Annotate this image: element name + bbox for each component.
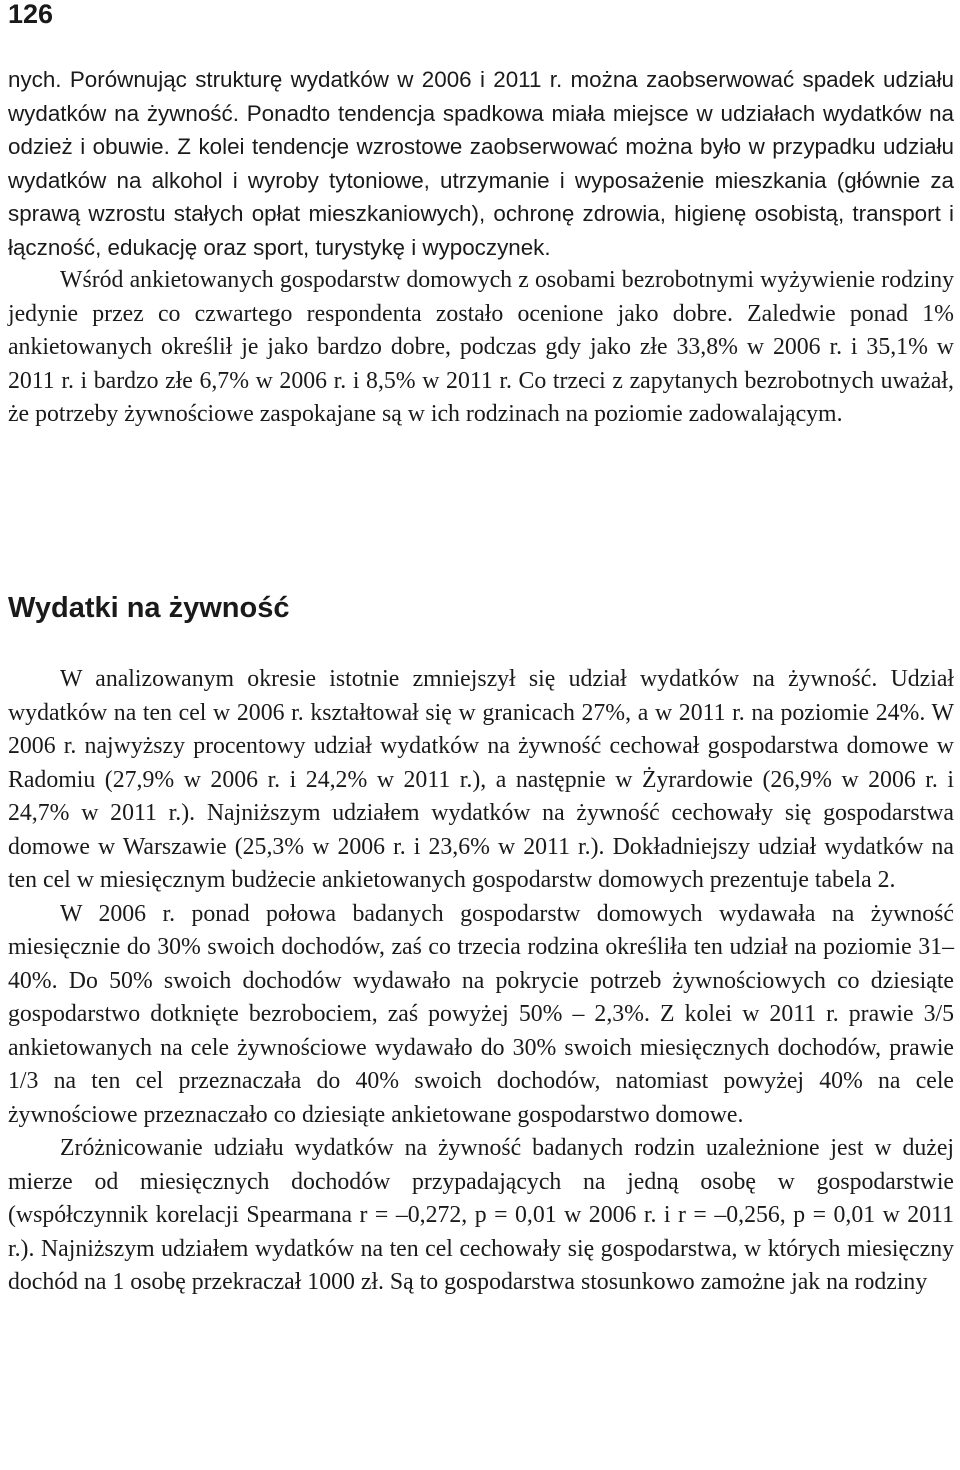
page-number: 126 bbox=[8, 0, 54, 29]
section-text-block bbox=[8, 663, 954, 1300]
intro-paragraph-continuation: nych. Porównując strukturę wydatków w 2006 i 2011 r. można zaobserwować spadek udziału wydatków na żywność. Ponadto tendencja spadkowa miała miejsce w udziałach wydatków na odzież i obuwie. Z kolei tendencje wzrostowe zaobserwować można było w przypadku udziału wydatków na alkohol i wyroby tytoniowe, utrzymanie i wyposażenie mieszkania (głównie za sprawą wzrostu stałych opłat mieszkaniowych), ochronę zdrowia, higienę osobistą, transport i łączność, edukację oraz sport, turystykę i wypoczynek. bbox=[8, 67, 954, 260]
section-heading: Wydatki na żywność bbox=[8, 592, 290, 624]
section-paragraph-income-share: W 2006 r. ponad połowa badanych gospodarstw domowych wydawała na żywność miesięcznie do 30% swoich dochodów, zaś co trzecia rodzina określiła ten udział na poziomie 31–40%. Do 50% swoich dochodów wydawało na pokrycie potrzeb żywnościowych co dziesiąte gospodarstwo dotknięte bezrobociem, zaś powyżej 50% – 2,3%. Z kolei w 2011 r. prawie 3/5 ankietowanych na cele żywnościowe wydawało do 30% swoich miesięcznych dochodów, prawie 1/3 na ten cel przeznaczała do 40% swoich dochodów, natomiast powyżej 40% na cele żywnościowe przeznaczało co dziesiąte ankietowane gospodarstwo domowe. bbox=[8, 900, 954, 1128]
section-paragraph-food-share: W analizowanym okresie istotnie zmniejszył się udział wydatków na żywność. Udział wydatków na ten cel w 2006 r. kształtował się w granicach 27%, a w 2011 r. na poziomie 24%. W 2006 r. najwyższy procentowy udział wydatków na żywność cechował gospodarstwa domowe w Radomiu (27,9% w 2006 r. i 24,2% w 2011 r.), a następnie w Żyrardowie (26,9% w 2006 r. i 24,7% w 2011 r.). Najniższym udziałem wydatków na żywność cechowały się gospodarstwa domowe w Warszawie (25,3% w 2006 r. i 23,6% w 2011 r.). Dokładniejszy udział wydatków na ten cel w miesięcznym budżecie ankietowanych gospodarstw domowych prezentuje tabela 2. bbox=[8, 666, 954, 893]
section-paragraph-correlation: Zróżnicowanie udziału wydatków na żywność badanych rodzin uzależnione jest w dużej mierze od miesięcznych dochodów przypadających na jedną osobę w gospodarstwie (współczynnik korelacji Spearmana r = –0,272, p = 0,01 w 2006 r. i r = –0,256, p = 0,01 w 2011 r.). Najniższym udziałem wydatków na ten cel cechowały się gospodarstwa, w których miesięczny dochód na 1 osobę przekraczał 1000 zł. Są to gospodarstwa stosunkowo zamożne jak na rodziny bbox=[8, 1135, 954, 1295]
intro-text-block bbox=[8, 63, 954, 432]
intro-paragraph-unemployed-nutrition: Wśród ankietowanych gospodarstw domowych z osobami bezrobotnymi wyżywienie rodziny jedynie przez co czwartego respondenta zostało ocenione jako dobre. Zaledwie ponad 1% ankietowanych określił je jako bardzo dobre, podczas gdy jako złe 33,8% w 2006 r. i 35,1% w 2011 r. i bardzo złe 6,7% w 2006 r. i 8,5% w 2011 r. Co trzeci z zapytanych bezrobotnych uważał, że potrzeby żywnościowe zaspokajane są w ich rodzinach na poziomie zadowalającym. bbox=[8, 267, 954, 427]
